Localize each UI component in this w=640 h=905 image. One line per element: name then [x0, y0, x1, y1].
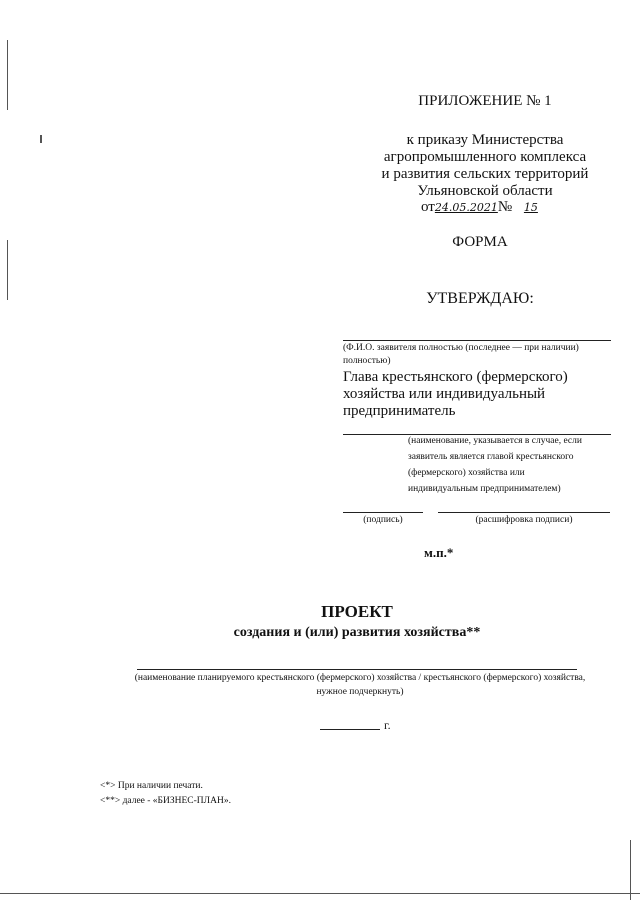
order-line: агропромышленного комплекса — [383, 149, 587, 165]
signature-decode-line — [438, 512, 610, 513]
signature-decode-caption: (расшифровка подписи) — [475, 515, 573, 525]
scan-artifact — [7, 240, 8, 300]
signature-line — [343, 512, 423, 513]
stamp-label: м.п.* — [424, 545, 454, 560]
footnote: <**> далее - «БИЗНЕС-ПЛАН». — [100, 796, 231, 806]
fio-caption: (Ф.И.О. заявителя полностью (последнее — при наличии) — [343, 343, 579, 353]
date-prefix: от — [421, 199, 435, 215]
approve-label: УТВЕРЖДАЮ: — [426, 290, 534, 307]
name-line — [343, 434, 611, 435]
project-subtitle: создания и (или) развития хозяйства** — [233, 625, 481, 640]
scan-artifact — [7, 40, 8, 110]
farm-name-caption: нужное подчеркнуть) — [316, 687, 404, 697]
position-text: хозяйства или индивидуальный — [343, 386, 546, 402]
name-caption: (фермерского) хозяйства или — [408, 468, 525, 478]
position-text: Глава крестьянского (фермерского) — [343, 369, 568, 385]
handwritten-number: 15 — [523, 201, 538, 214]
appendix-title: ПРИЛОЖЕНИЕ № 1 — [418, 93, 552, 109]
footnote: <*> При наличии печати. — [100, 781, 203, 791]
scan-artifact — [630, 840, 631, 900]
number-label: № — [497, 199, 513, 215]
order-line: к приказу Министерства — [406, 132, 564, 148]
fio-caption: полностью) — [343, 356, 391, 366]
position-text: предприниматель — [343, 403, 456, 419]
order-date-line — [421, 200, 546, 215]
scan-artifact — [40, 135, 42, 143]
project-title: ПРОЕКТ — [321, 602, 393, 621]
year-suffix: г. — [384, 718, 391, 732]
order-line: и развития сельских территорий — [381, 166, 589, 182]
name-caption: (наименование, указывается в случае, если — [408, 436, 582, 446]
form-label: ФОРМА — [452, 234, 508, 250]
fio-line — [343, 340, 611, 341]
name-caption: индивидуальным предпринимателем) — [408, 484, 561, 494]
year-line — [320, 729, 380, 730]
signature-caption: (подпись) — [363, 515, 403, 525]
scan-artifact — [0, 893, 640, 894]
farm-name-line — [137, 669, 577, 670]
farm-name-caption: (наименование планируемого крестьянского (фермерского) хозяйства / крестьянского (фермерского) хозяйства, — [134, 673, 586, 683]
order-line: Ульяновской области — [417, 183, 553, 199]
name-caption: заявитель является главой крестьянского — [408, 452, 574, 462]
handwritten-date: 24.05.2021 — [434, 201, 498, 214]
